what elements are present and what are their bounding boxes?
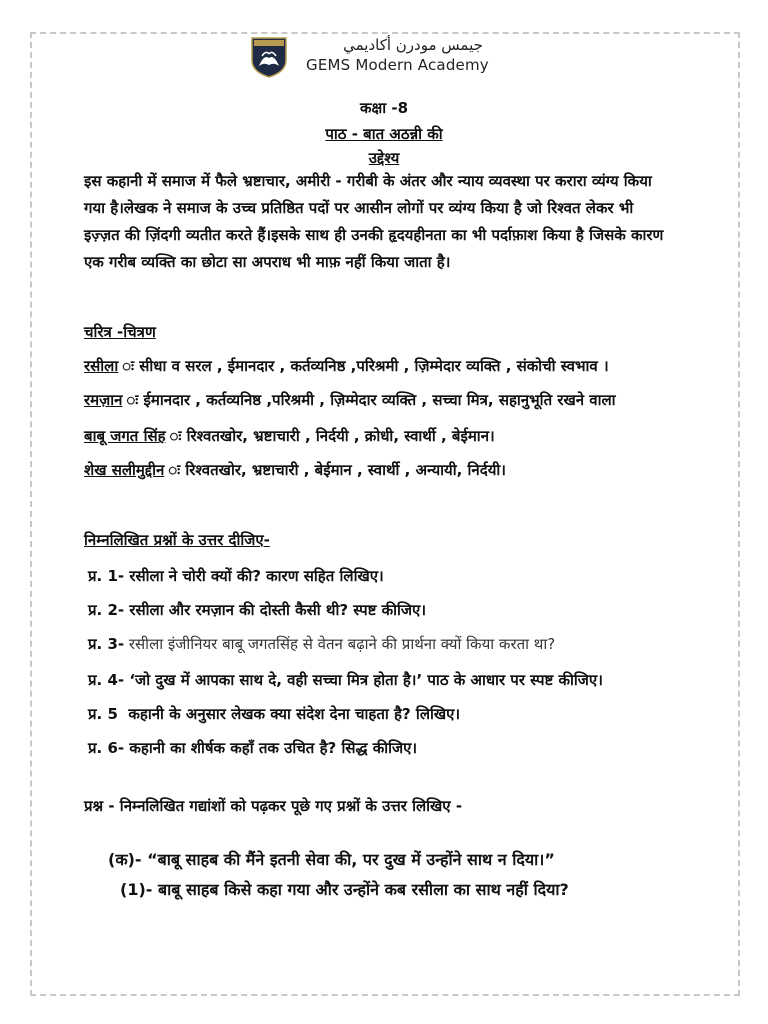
intro-line: इज़्ज़त की ज़िंदगी व्यतीत करते हैं।इसके साथ ही उनकी हृदयहीनता का भी पर्दाफ़ाश किया है जिसके कारण — [84, 226, 664, 244]
intro-line: गया है।लेखक ने समाज के उच्च प्रतिष्ठित पदों पर आसीन लोगों पर व्यंग्य किया है जो रिश्वत लेकर भी — [84, 199, 634, 217]
question-text: ‘जो दुख में आपका साथ दे, वही सच्चा मित्र होता है।’ पाठ के आधार पर स्पष्ट कीजिए। — [129, 671, 603, 689]
quote-text: “बाबू साहब की मैंने इतनी सेवा की, पर दुख में उन्होंने साथ न दिया।” — [147, 850, 555, 869]
class-label: कक्षा -8 — [359, 99, 409, 117]
logo-arabic-text: جيمس مودرن أكاديمي — [343, 36, 483, 54]
character-desc: सीधा व सरल , ईमानदार , कर्तव्यनिष्ठ ,परिश्रमी , ज़िम्मेदार व्यक्ति , संकोची स्वभाव । — [139, 357, 609, 375]
question-number: प्र. 6- — [88, 739, 125, 757]
character-separator: ः — [165, 427, 187, 445]
question-number: प्र. 1- — [88, 567, 125, 585]
question-item — [88, 670, 603, 690]
intro-paragraph — [84, 168, 684, 276]
character-separator: ः — [164, 461, 186, 479]
question-number: प्र. 5 — [88, 705, 118, 723]
question-text: कहानी के अनुसार लेखक क्या संदेश देना चाहता है? लिखिए। — [128, 705, 461, 723]
characters-heading: चरित्र -चित्रण — [84, 323, 156, 341]
question-text: रसीला और रमज़ान की दोस्ती कैसी थी? स्पष्ट कीजिए। — [129, 601, 427, 619]
character-name: बाबू जगत सिंह — [84, 427, 166, 445]
character-desc: रिश्वतखोर, भ्रष्टाचारी , बेईमान , स्वार्थी , अन्यायी, निर्दयी। — [185, 461, 506, 479]
question-number: प्र. 2- — [88, 601, 125, 619]
question-item — [88, 600, 426, 620]
intro-line: इस कहानी में समाज में फैले भ्रष्टाचार, अमीरी - गरीबी के अंतर और न्याय व्यवस्था पर करारा व्यंग्य किया — [84, 172, 652, 190]
questions-heading: निम्नलिखित प्रश्नों के उत्तर दीजिए- — [84, 531, 270, 549]
quote-label: (क)- — [108, 850, 142, 869]
passage-instruction: प्रश्न - निम्नलिखित गद्यांशों को पढ़कर पूछे गए प्रश्नों के उत्तर लिखिए - — [84, 797, 463, 815]
character-row — [84, 390, 616, 410]
character-name: शेख सलीमुद्दीन — [84, 461, 165, 479]
question-number: प्र. 3- — [88, 635, 125, 653]
school-logo — [250, 36, 530, 80]
character-desc: रिश्वतखोर, भ्रष्टाचारी , निर्दयी , क्रोधी, स्वार्थी , बेईमान। — [186, 427, 495, 445]
question-text: रसीला इंजीनियर बाबू जगतसिंह से वेतन बढ़ाने की प्रार्थना क्यों किया करता था? — [128, 635, 556, 653]
objective-title: उद्देश्य — [368, 149, 400, 167]
character-name: रसीला — [84, 357, 119, 375]
question-item — [88, 704, 460, 724]
character-name: रमज़ान — [84, 391, 123, 409]
character-row — [84, 426, 495, 446]
question-item — [88, 566, 384, 586]
question-text: रसीला ने चोरी क्यों की? कारण सहित लिखिए। — [129, 567, 384, 585]
question-item — [88, 738, 417, 758]
character-separator: ः — [118, 357, 140, 375]
passage-quote — [108, 848, 555, 870]
character-row — [84, 356, 609, 376]
intro-line: एक गरीब व्यक्ति का छोटा सा अपराध भी माफ़ नहीं किया जाता है। — [84, 253, 451, 271]
lesson-title: पाठ - बात अठन्नी की — [325, 125, 443, 143]
sub-question-label: (1)- — [120, 880, 153, 899]
sub-question — [120, 878, 569, 900]
logo-english-text: GEMS Modern Academy — [306, 56, 489, 74]
character-row — [84, 460, 506, 480]
question-item — [88, 634, 555, 654]
sub-question-text: बाबू साहब किसे कहा गया और उन्होंने कब रसीला का साथ नहीं दिया? — [157, 880, 569, 899]
question-number: प्र. 4- — [88, 671, 125, 689]
character-desc: ईमानदार , कर्तव्यनिष्ठ ,परिश्रमी , ज़िम्मेदार व्यक्ति , सच्चा मित्र, सहानुभूति रखने वाला — [143, 391, 616, 409]
school-crest-icon — [250, 36, 288, 78]
character-separator: ः — [122, 391, 144, 409]
question-text: कहानी का शीर्षक कहाँ तक उचित है? सिद्ध कीजिए। — [129, 739, 418, 757]
